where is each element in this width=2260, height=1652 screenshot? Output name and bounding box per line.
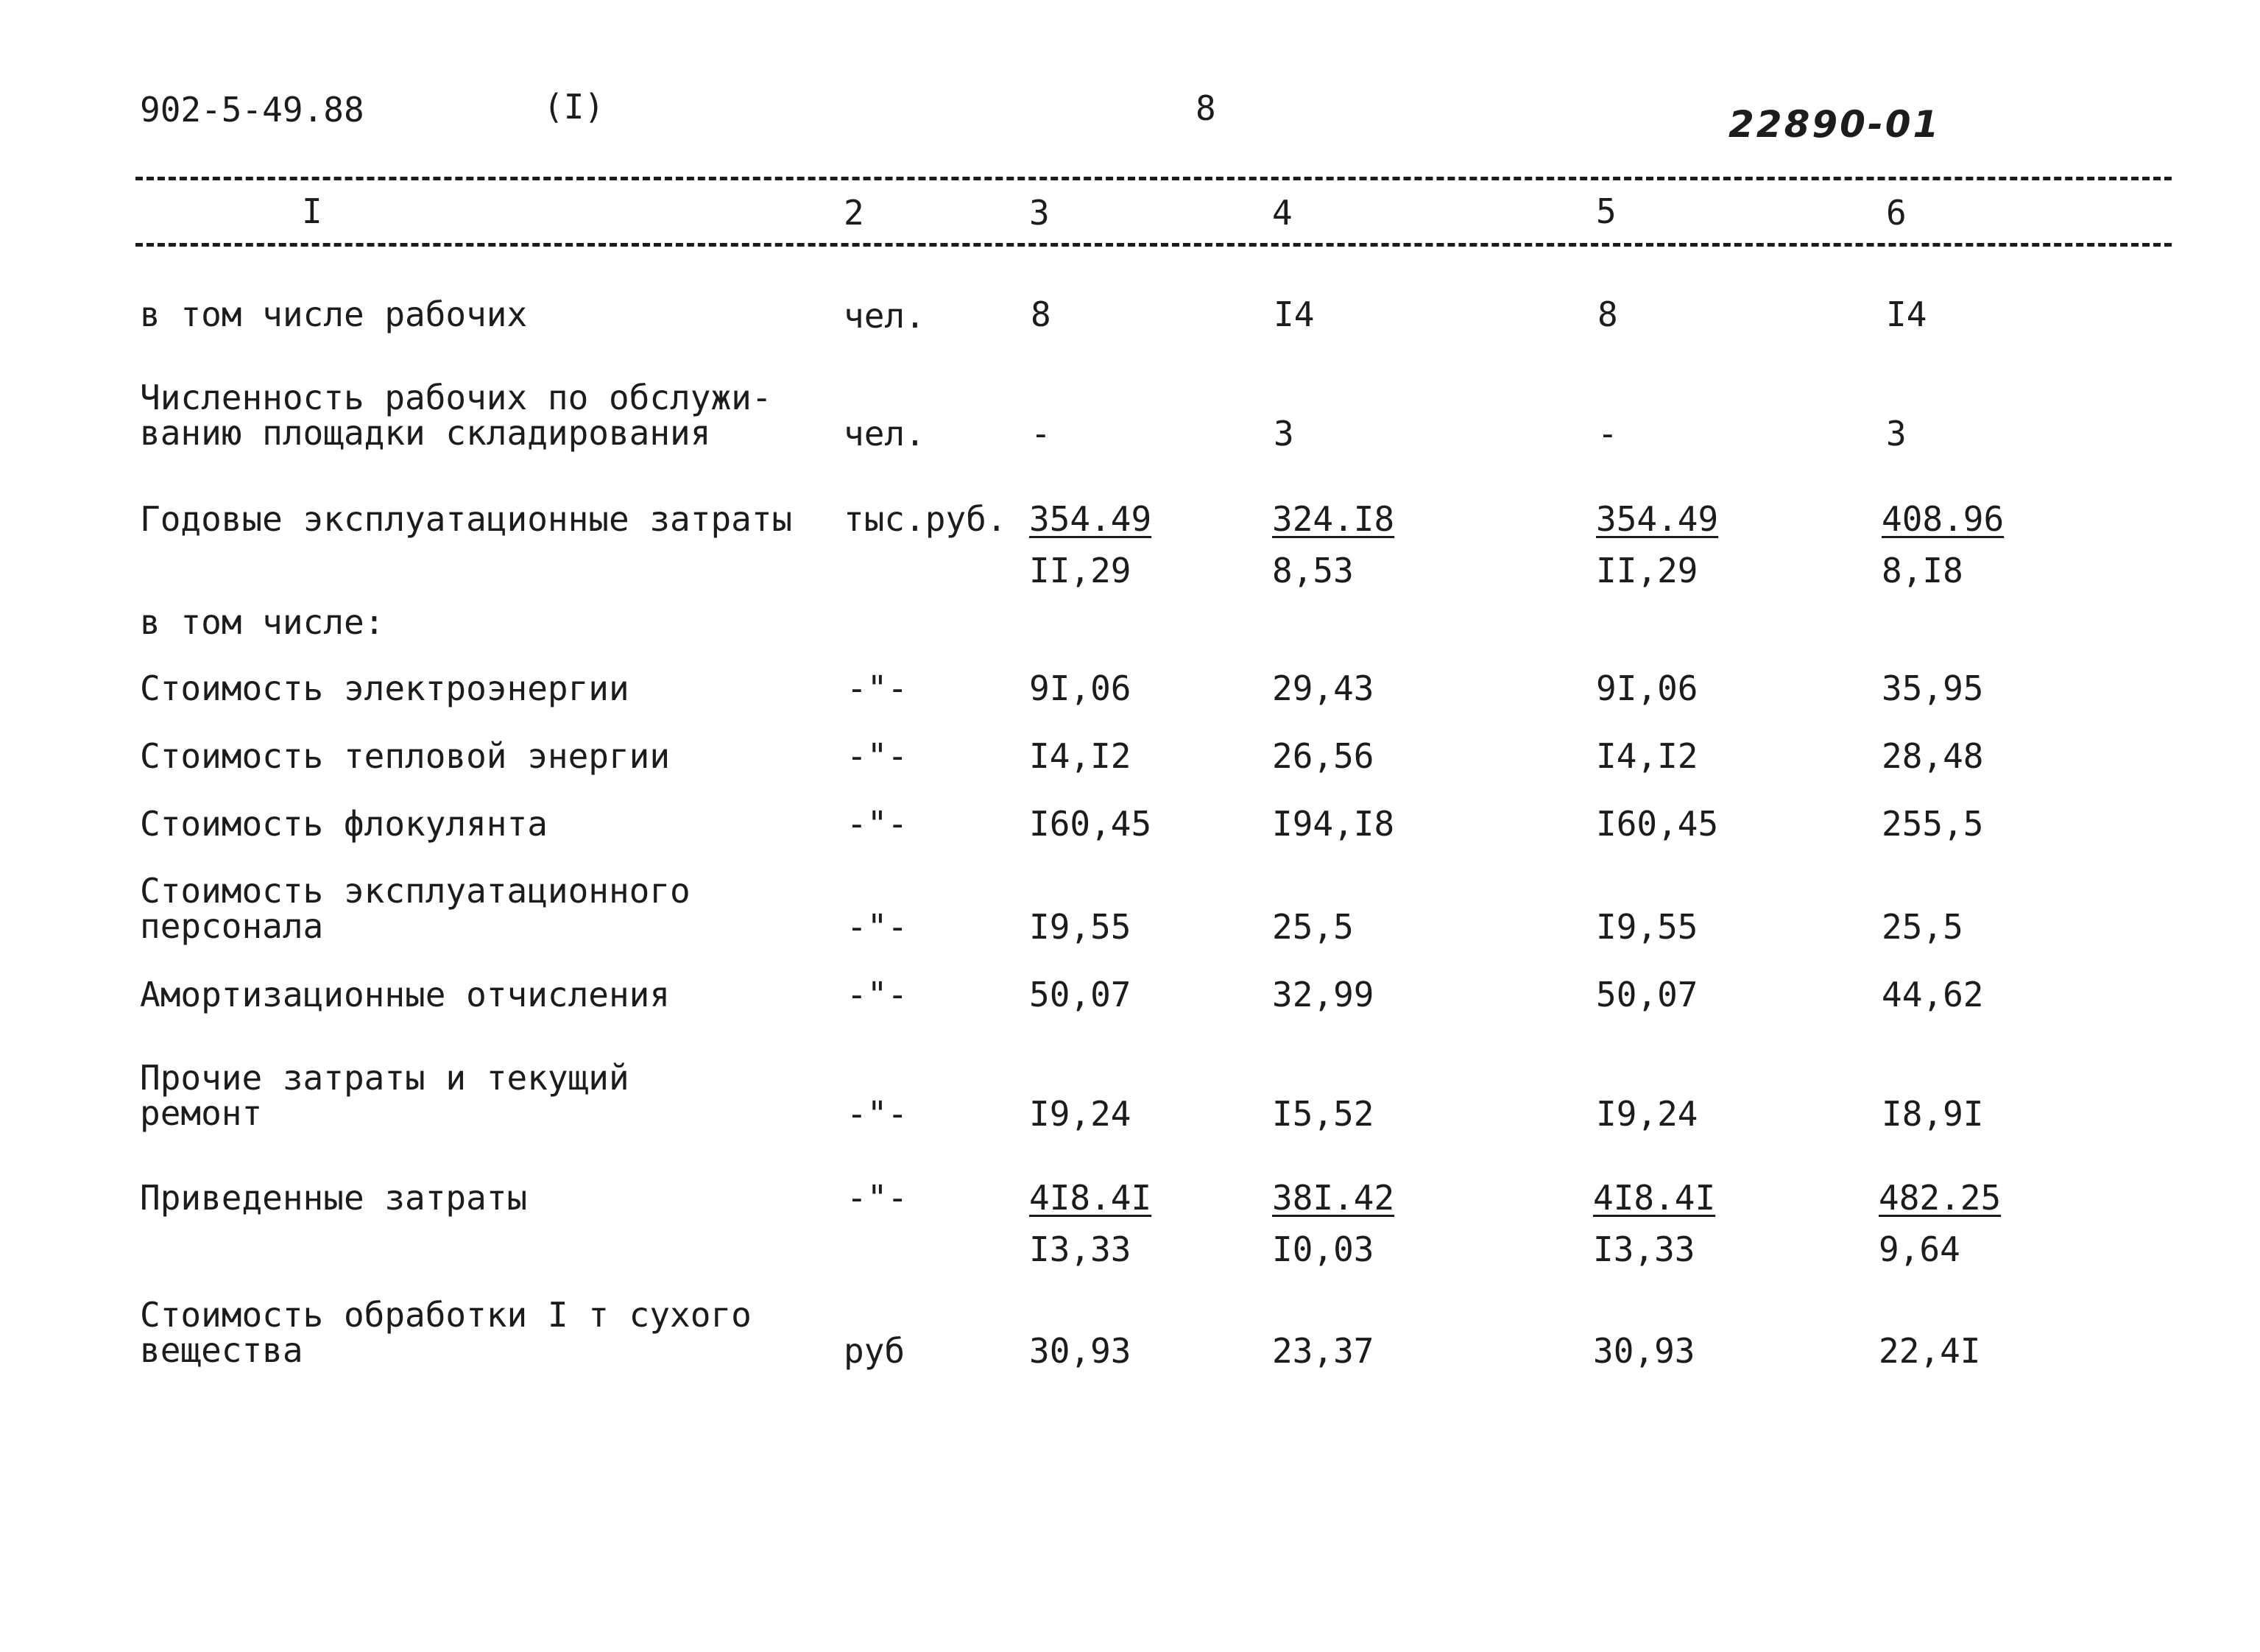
cell-col3: I4,I2	[1029, 736, 1131, 776]
column-header-4: 4	[1272, 193, 1293, 233]
row-unit: -"-	[847, 668, 908, 708]
cell-col3: 50,07	[1029, 975, 1131, 1014]
table-top-rule	[135, 177, 2172, 180]
row-unit: -"-	[847, 736, 908, 776]
cell-col6: 25,5	[1882, 907, 1963, 947]
cell-col3: 354.49	[1029, 499, 1152, 539]
cell-col6: 22,4I	[1879, 1331, 1981, 1371]
cell-col5: I60,45	[1596, 804, 1719, 844]
cell-col5: 4I8.4I	[1593, 1178, 1716, 1218]
cell-col4: 32,99	[1272, 975, 1374, 1014]
table-header-rule	[135, 243, 2172, 247]
cell-col6: 482.25	[1879, 1178, 2002, 1218]
cell-col3: 30,93	[1029, 1331, 1131, 1371]
cell-col3: I9,24	[1029, 1094, 1131, 1134]
cell-col6: 255,5	[1882, 804, 1984, 844]
row-label: Стоимость тепловой энергии	[140, 736, 671, 776]
cell-col5: I9,55	[1596, 907, 1698, 947]
cell-col6: I4	[1886, 294, 1927, 334]
cell-col6: 9,64	[1879, 1229, 1960, 1269]
column-header-1: I	[302, 191, 322, 231]
row-label: Стоимость флокулянта	[140, 804, 548, 844]
row-unit: -"-	[847, 907, 908, 947]
cell-col5: 50,07	[1596, 975, 1698, 1014]
row-unit: -"-	[847, 1094, 908, 1134]
cell-col6: 8,I8	[1882, 551, 1963, 590]
cell-col6: 44,62	[1882, 975, 1984, 1014]
row-label: Годовые эксплуатационные затраты	[140, 499, 793, 539]
cell-col4: I4	[1274, 294, 1315, 334]
cell-col5: 354.49	[1596, 499, 1719, 539]
cell-col4: 3	[1274, 414, 1294, 453]
row-unit: -"-	[847, 975, 908, 1014]
cell-col3: 4I8.4I	[1029, 1178, 1152, 1218]
cell-col4: 26,56	[1272, 736, 1374, 776]
cell-col4: I94,I8	[1272, 804, 1395, 844]
cell-col4: 8,53	[1272, 551, 1354, 590]
row-unit: чел.	[844, 414, 925, 453]
cell-col3: II,29	[1029, 551, 1131, 590]
cell-col5: II,29	[1596, 551, 1698, 590]
cell-col4: I5,52	[1272, 1094, 1374, 1134]
cell-col5: I3,33	[1593, 1229, 1695, 1269]
cell-col3: I9,55	[1029, 907, 1131, 947]
row-label: в том числе рабочих	[140, 294, 528, 334]
cell-col4: 29,43	[1272, 668, 1374, 708]
handwritten-inventory-number: 22890-01	[1728, 103, 1941, 146]
cell-col6: 28,48	[1882, 736, 1984, 776]
column-header-6: 6	[1886, 193, 1907, 233]
cell-col3: -	[1031, 414, 1051, 453]
cell-col4: 23,37	[1272, 1331, 1374, 1371]
row-label: Стоимость эксплуатационного персонала	[140, 871, 691, 946]
page-number: 8	[1196, 88, 1216, 128]
cell-col5: 9I,06	[1596, 668, 1698, 708]
row-unit: -"-	[847, 804, 908, 844]
row-label: Прочие затраты и текущий ремонт	[140, 1058, 629, 1133]
column-header-3: 3	[1029, 193, 1050, 233]
cell-col3: 9I,06	[1029, 668, 1131, 708]
cell-col5: 8	[1597, 294, 1618, 334]
cell-col4: 324.I8	[1272, 499, 1395, 539]
cell-col6: 408.96	[1882, 499, 2005, 539]
cell-col5: -	[1597, 414, 1618, 453]
cell-col6: 3	[1886, 414, 1907, 453]
cell-col4: 25,5	[1272, 907, 1354, 947]
row-label: Численность рабочих по обслужи- ванию площадки складирования	[140, 378, 772, 453]
row-label: Приведенные затраты	[140, 1178, 528, 1218]
part-number: (I)	[543, 87, 605, 127]
cell-col6: I8,9I	[1882, 1094, 1984, 1134]
document-code: 902-5-49.88	[140, 90, 364, 130]
row-label: Стоимость обработки I т сухого вещества	[140, 1295, 752, 1370]
cell-col5: I4,I2	[1596, 736, 1698, 776]
row-unit: -"-	[847, 1178, 908, 1218]
row-label: Амортизационные отчисления	[140, 975, 671, 1014]
cell-col5: I9,24	[1596, 1094, 1698, 1134]
row-label: в том числе:	[140, 602, 385, 642]
cell-col4: I0,03	[1272, 1229, 1374, 1269]
cell-col3: I3,33	[1029, 1229, 1131, 1269]
row-unit: руб	[844, 1331, 905, 1371]
cell-col5: 30,93	[1593, 1331, 1695, 1371]
column-header-2: 2	[844, 193, 864, 233]
row-label: Стоимость электроэнергии	[140, 668, 629, 708]
cell-col6: 35,95	[1882, 668, 1984, 708]
cell-col4: 38I.42	[1272, 1178, 1395, 1218]
column-header-5: 5	[1596, 191, 1617, 231]
cell-col3: I60,45	[1029, 804, 1152, 844]
cell-col3: 8	[1031, 294, 1051, 334]
row-unit: чел.	[844, 296, 925, 336]
row-unit: тыс.руб.	[844, 499, 1007, 539]
